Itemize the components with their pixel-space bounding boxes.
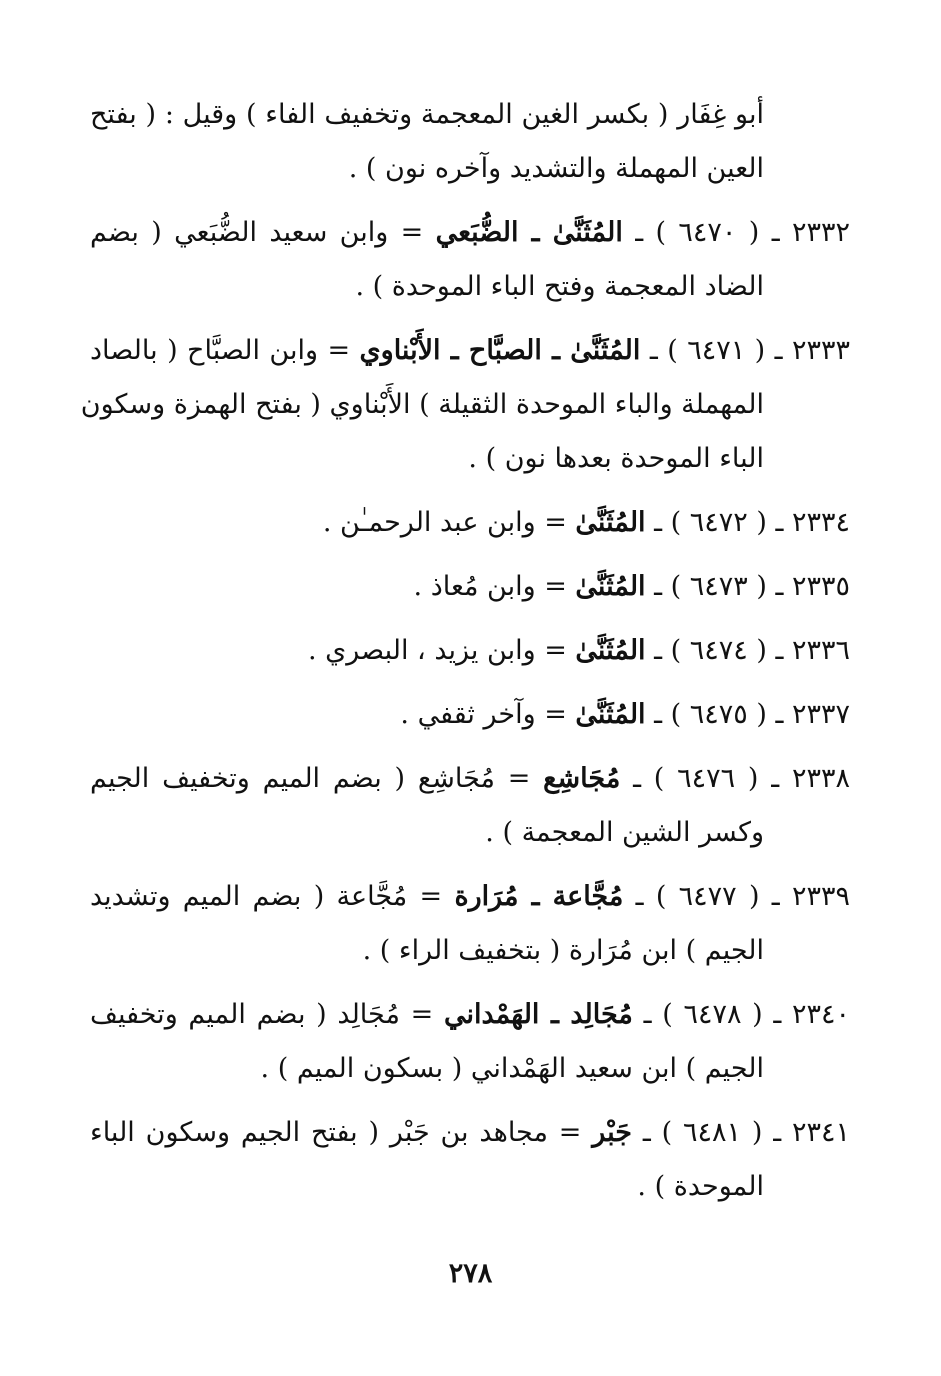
intro-paragraph bbox=[90, 88, 850, 196]
entry-number: ٢٣٤٠ ـ ( ٦٤٧٨ ) ـ bbox=[632, 999, 851, 1030]
entry-2332 bbox=[90, 206, 850, 314]
entry-text: = مُجَّاعة ( بضم الميم وتشديد bbox=[90, 881, 455, 912]
entry-first-line bbox=[90, 496, 850, 550]
entry-heading: مُجَّاعة ـ مُرَارة bbox=[454, 881, 624, 912]
entry-text: = وابن يزيد ، البصري . bbox=[307, 635, 576, 666]
entry-number: ٢٣٣٦ ـ ( ٦٤٧٤ ) ـ bbox=[645, 635, 850, 666]
entry-2340 bbox=[90, 988, 850, 1096]
entry-heading: جَبْر bbox=[592, 1117, 632, 1148]
entry-first-line bbox=[90, 206, 850, 260]
entry-first-line bbox=[90, 752, 850, 806]
entry-continuation: الباء الموحدة بعدها نون ) . bbox=[468, 443, 764, 474]
entry-first-line bbox=[90, 560, 850, 614]
entry-heading: المُثَنَّىٰ bbox=[575, 507, 646, 538]
entry-text: = وابن مُعاذ . bbox=[413, 571, 576, 602]
page-number: ٢٧٨ bbox=[448, 1258, 493, 1289]
entry-text: = وابن الصبَّاح ( بالصاد bbox=[90, 335, 360, 366]
entry-first-line bbox=[90, 988, 850, 1042]
entry-continuation: وكسر الشين المعجمة ) . bbox=[485, 817, 764, 848]
intro-line-1: أبو غِفَار ( بكسر الغين المعجمة وتخفيف الفاء ) وقيل : ( بفتح bbox=[90, 99, 764, 130]
entry-heading: مُجَالِد ـ الهَمْداني bbox=[443, 999, 633, 1030]
entry-number: ٢٣٣٣ ـ ( ٦٤٧١ ) ـ bbox=[640, 335, 850, 366]
entry-first-line bbox=[90, 324, 850, 378]
entry-text: = مجاهد بن جَبْر ( بفتح الجيم وسكون الباء bbox=[90, 1117, 593, 1148]
entry-2339 bbox=[90, 870, 850, 978]
entry-continuation: المهملة والباء الموحدة الثقيلة ) الأَبْناوي ( بفتح الهمزة وسكون bbox=[80, 389, 764, 420]
entry-2335 bbox=[90, 560, 850, 614]
entry-text: = وابن سعيد الضُّبَعي ( بضم bbox=[90, 217, 436, 248]
entry-heading: المُثَنَّىٰ bbox=[575, 571, 646, 602]
entry-2341 bbox=[90, 1106, 850, 1214]
entry-text: = مُجَالِد ( بضم الميم وتخفيف bbox=[90, 999, 444, 1030]
entry-number: ٢٣٣٧ ـ ( ٦٤٧٥ ) ـ bbox=[645, 699, 850, 730]
entry-number: ٢٣٣٢ ـ ( ٦٤٧٠ ) ـ bbox=[622, 217, 850, 248]
entry-2333 bbox=[80, 324, 850, 486]
entry-2334 bbox=[90, 496, 850, 550]
entry-text: = مُجَاشِع ( بضم الميم وتخفيف الجيم bbox=[90, 763, 544, 794]
entry-text: = وآخر ثقفي . bbox=[400, 699, 576, 730]
entry-continuation: الجيم ) ابن سعيد الهَمْداني ( بسكون الميم ) . bbox=[260, 1053, 764, 1084]
entry-text: = وابن عبد الرحمـٰن . bbox=[322, 507, 576, 538]
entry-number: ٢٣٣٨ ـ ( ٦٤٧٦ ) ـ bbox=[620, 763, 850, 794]
entry-number: ٢٣٣٩ ـ ( ٦٤٧٧ ) ـ bbox=[623, 881, 850, 912]
entry-heading: مُجَاشِع bbox=[543, 763, 621, 794]
entry-first-line bbox=[90, 870, 850, 924]
entry-number: ٢٣٤١ ـ ( ٦٤٨١ ) ـ bbox=[632, 1117, 850, 1148]
entry-number: ٢٣٣٥ ـ ( ٦٤٧٣ ) ـ bbox=[645, 571, 850, 602]
page-body bbox=[80, 88, 851, 1214]
intro-line-2: العين المهملة والتشديد وآخره نون ) . bbox=[348, 153, 764, 184]
entry-heading: المُثَنَّىٰ ـ الصبَّاح ـ الأَبْناوي bbox=[359, 335, 641, 366]
entry-continuation: الموحدة ) . bbox=[637, 1171, 764, 1202]
entry-continuation: الجيم ) ابن مُرَارة ( بتخفيف الراء ) . bbox=[362, 935, 764, 966]
entry-first-line bbox=[90, 624, 850, 678]
entry-2336 bbox=[90, 624, 850, 678]
entry-heading: المُثَنَّىٰ ـ الضُّبَعي bbox=[435, 217, 623, 248]
entry-first-line bbox=[90, 1106, 850, 1160]
entry-first-line bbox=[90, 688, 850, 742]
entry-heading: المُثَنَّىٰ bbox=[575, 635, 646, 666]
entry-heading: المُثَنَّىٰ bbox=[575, 699, 646, 730]
entry-number: ٢٣٣٤ ـ ( ٦٤٧٢ ) ـ bbox=[645, 507, 850, 538]
entry-continuation: الضاد المعجمة وفتح الباء الموحدة ) . bbox=[355, 271, 764, 302]
entry-2337 bbox=[90, 688, 850, 742]
entry-2338 bbox=[90, 752, 850, 860]
